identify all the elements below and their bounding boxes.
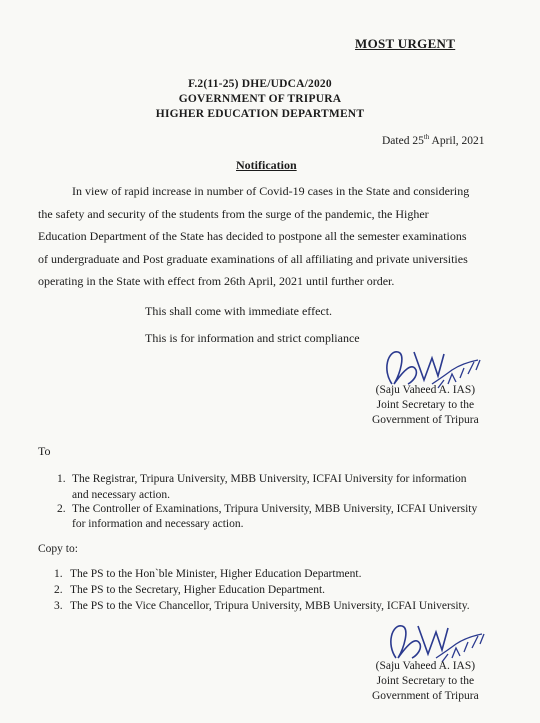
copy-to-label: Copy to:: [38, 543, 78, 555]
compliance-line: This is for information and strict compliance: [145, 331, 360, 345]
to-item-line: The Controller of Examinations, Tripura University, MBB University, ICFAI University: [72, 503, 478, 515]
signatory-name: (Saju Vaheed A. IAS): [375, 660, 476, 672]
dated-suffix: April, 2021: [429, 134, 485, 147]
copy-item-text: The PS to the Vice Chancellor, Tripura University, MBB University, ICFAI University.: [70, 600, 470, 612]
file-number: F.2(11-25) DHE/UDCA/2020: [188, 78, 332, 90]
copy-item-number: 2.: [54, 584, 63, 596]
department-heading: HIGHER EDUCATION DEPARTMENT: [155, 108, 365, 120]
body-line: of undergraduate and Post graduate examinations of all affiliating and private universities: [38, 252, 468, 266]
signatory-org: Government of Tripura: [372, 690, 479, 702]
most-urgent-label: MOST URGENT: [355, 36, 456, 51]
immediate-effect-line: This shall come with immediate effect.: [145, 304, 333, 318]
to-item-line: for information and necessary action.: [72, 518, 244, 530]
to-item-line: and necessary action.: [72, 489, 171, 501]
copy-item-number: 3.: [54, 600, 63, 612]
notification-title: Notification: [236, 158, 297, 172]
to-item-number: 1.: [57, 473, 66, 485]
to-item-line: The Registrar, Tripura University, MBB University, ICFAI University for information: [72, 473, 467, 485]
copy-item-text: The PS to the Hon`ble Minister, Higher Education Department.: [70, 568, 362, 580]
to-label: To: [38, 444, 51, 458]
signature-block: [372, 383, 479, 428]
body-line: operating in the State with effect from 26th April, 2021 until further order.: [38, 274, 395, 288]
dated-sup: th: [423, 133, 430, 141]
to-item-number: 2.: [57, 503, 66, 515]
body-line: In view of rapid increase in number of Covid-19 cases in the State and considering: [72, 184, 470, 198]
government-heading: GOVERNMENT OF TRIPURA: [178, 93, 342, 105]
body-line: the safety and security of the students from the surge of the pandemic, the Higher: [38, 207, 429, 221]
signatory-title: Joint Secretary to the: [376, 675, 475, 687]
dated-prefix: Dated 25: [382, 134, 424, 147]
signatory-name: (Saju Vaheed A. IAS): [375, 384, 476, 396]
copy-item-number: 1.: [54, 568, 63, 580]
copy-item-text: The PS to the Secretary, Higher Education Department.: [70, 584, 326, 596]
signatory-org: Government of Tripura: [372, 414, 479, 426]
body-line: Education Department of the State has decided to postpone all the semester examinations: [38, 229, 467, 243]
signature-block: [372, 659, 479, 704]
signatory-title: Joint Secretary to the: [376, 399, 475, 411]
dated-line: [382, 133, 485, 147]
